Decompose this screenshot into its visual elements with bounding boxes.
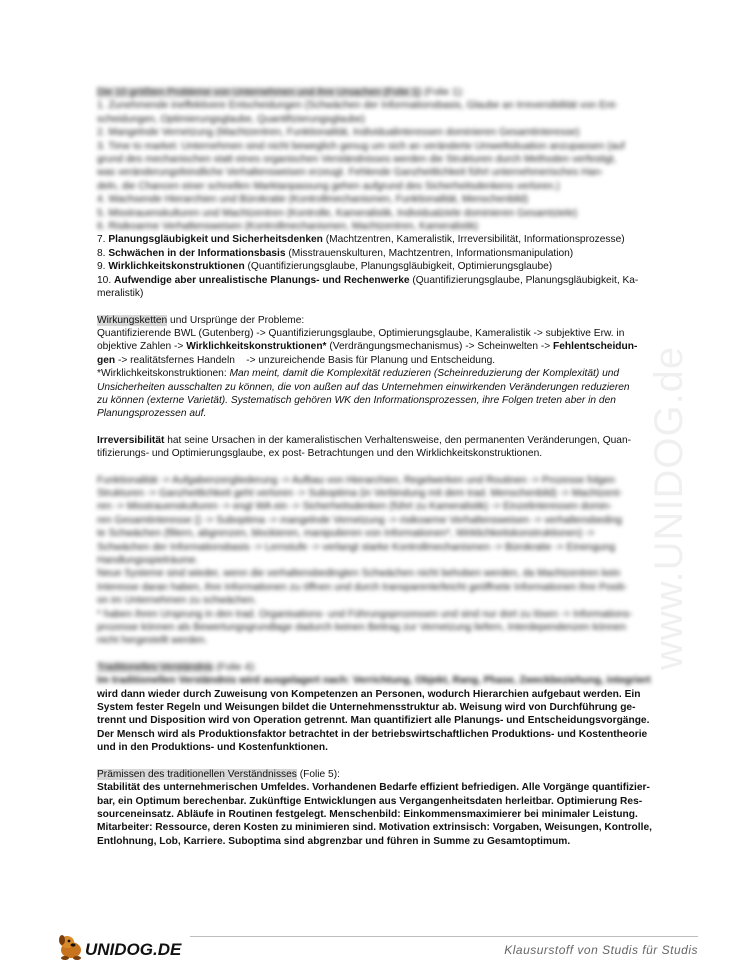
text-line: nicht hergestellt werden. [97, 635, 208, 647]
text-line: zu können (externe Varietät). Systematisch gehören WK den Informationsprozessen, ihre Folgen treten aber in den [97, 394, 616, 406]
text-line: 6. Risikoarme Verhaltensweisen (Kontrollmechanismen, Machtzentren, Kameralistik) [97, 221, 479, 233]
irreversibilitaet-section [97, 434, 657, 461]
list-item-continuation: meralistik) [97, 288, 144, 300]
list-item: 10. Aufwendige aber unrealistische Planungs- und Rechenwerke (Quantifizierungsglaube, Planungsgläubigkeit, Ka- [97, 274, 639, 286]
text-line: wird dann wieder durch Zuweisung von Kompetenzen an Personen, wodurch Hierarchien aufgebaut werden. Ein [97, 688, 641, 700]
section-heading: Die 10 größten Probleme von Unternehmen und ihre Ursachen (Folie 1) (Folie 1): [97, 87, 464, 98]
text-line: 3. Time to market: Unternehmen sind nicht beweglich genug um sich an veränderte Umweltsituation anzupassen (auf [97, 140, 625, 152]
text-line: System fester Regeln und Weisungen bildet die Unternehmensstruktur ab. Weisung wird von Durchführung ge- [97, 702, 636, 714]
text-line: Schwächen der Informationsbasis -> Lernstufe -> verlangt starke Kontrollmechanismen -> Bürokratie -> Einengung [97, 541, 616, 553]
text-line: Funktionalität -> Aufgabenzergliederung -> Aufbau von Hierarchien, Regelwerken und Routinen -> Prozesse folgen [97, 474, 615, 486]
text-line: Strukturen -> Ganzheitlichkeit geht verloren -> Suboptima (in Verbindung mit dem trad. Menschenbild) -> Machtzent- [97, 487, 623, 499]
wirkungsketten-section [97, 314, 657, 421]
text-line: trennt und Disposition wird von Operation getrennt. Man quantifiziert alle Planungs- und Entscheidungsvorgänge. [97, 715, 650, 727]
unidog-logo [55, 928, 185, 962]
text-line: deln, die Chancen einer schnellen Marktanpassung gehen aufgrund des Sicherheitsdenkens verloren.) [97, 180, 560, 192]
text-line: on im Unternehmen zu schwächen. [97, 595, 257, 607]
watermark-text: www.UNIDOG.de [647, 345, 691, 670]
text-line: 5. Misstrauenskulturen und Machtzentren (Kontrolle, Kameralistik, Individualziele dominieren Gesamtziele) [97, 207, 578, 219]
text-line: prozesse können als Bewertungsgrundlage dadurch keinen Beitrag zur Vernetzung liefern, Interdependenzen können [97, 622, 626, 634]
text-line: scheidungen, Optimierungsglaube, Quantifizierungsglaube) [97, 113, 365, 125]
blurred-funktionalitaet-section [97, 474, 657, 648]
footer-divider [190, 936, 698, 937]
text-line: was veränderungsfeindliche Verhaltensweisen erzeugt. Fehlende Ganzheitlichkeit führt unternehmerisches Han- [97, 167, 604, 179]
footer-tagline: Klausurstoff von Studis für Studis [504, 943, 698, 957]
section-heading: Prämissen des traditionellen Verständnisses (Folie 5): [97, 768, 340, 780]
text-line: Planungsprozessen auf. [97, 408, 207, 420]
text-line: tifizierungs- und Optimierungsglaube, ex post- Betrachtungen und den Wirklichkeitskonstruktionen. [97, 448, 543, 460]
text-line: * haben ihren Ursprung in den trad. Organisations- und Führungsprozessen und sind nur dort zu lösen -> Informations- [97, 608, 633, 620]
section-heading: Wirkungsketten und Ursprünge der Probleme: [97, 314, 305, 326]
list-item: 7. Planungsgläubigkeit und Sicherheitsdenken (Machtzentren, Kameralistik, Irreversibilität, Informationsprozesse) [97, 234, 625, 246]
dog-icon [59, 935, 81, 960]
text-line: bar, ein Optimum berechenbar. Zukünftige Entwicklungen aus Vergangenheitsdaten herleitbar. Optimierung Res- [97, 795, 643, 807]
list-item: 8. Schwächen in der Informationsbasis (Misstrauenskulturen, Machtzentren, Informationsmanipulation) [97, 247, 574, 259]
traditionelles-verstaendnis-section [97, 661, 657, 755]
problem-list [97, 233, 657, 300]
blurred-trad-heading [97, 661, 657, 688]
text-line: Irreversibilität hat seine Ursachen in der kameralistischen Verhaltensweise, den permanenten Veränderungen, Quan- [97, 434, 632, 446]
list-item: 9. Wirklichkeitskonstruktionen (Quantifizierungsglaube, Planungsgläubigkeit, Optimierungsglaube) [97, 261, 553, 273]
text-line: 1. Zunehmende ineffektivere Entscheidungen (Schwächen der Informationsbasis, Glaube an Irreversibilität von Ent- [97, 100, 618, 112]
text-line: Neue Systeme sind wieder, wenn die verhaltensbedingten Schwächen nicht behoben werden, da Machtzentren kein [97, 568, 621, 580]
text-line: objektive Zahlen -> Wirklichkeitskonstruktionen* (Verdrängungsmechanismus) -> Scheinwelten -> Fehlentscheidun- [97, 341, 638, 353]
text-line: Im traditionellen Verständnis wird ausgelagert nach: Verrichtung, Objekt, Rang, Phase, Zweckbeziehung, integriert [97, 675, 651, 687]
text-line: Der Mensch wird als Produktionsfaktor betrachtet in der betriebswirtschaftlichen Produktions- und Kostentheorie [97, 728, 648, 740]
section-heading: Traditionelles Verständnis (Folie 4): [97, 661, 257, 673]
text-line: Entlohnung, Lob, Karriere. Suboptima sind abgrenzbar und führen in Summe zu Gesamtoptimum. [97, 835, 571, 847]
text-line: Stabilität des unternehmerischen Umfeldes. Vorhandenen Bedarfe effizient befriedigen. Alle Vorgänge quantifizier- [97, 782, 650, 794]
text-line: 4. Wachsende Hierarchien und Bürokratie (Kontrollmechanismen, Funktionalität, Menschenbild) [97, 194, 529, 206]
text-line: te Schwächen (filtern, abgrenzen, blockieren, manipulieren von Informationen*, Wirklichkeitskonstruktionen) -> [97, 528, 595, 540]
text-line: Quantifizierende BWL (Gutenberg) -> Quantifizierungsglaube, Optimierungsglaube, Kameralistik -> subjektive Erw. in [97, 327, 625, 339]
praemissen-section [97, 768, 657, 848]
text-line: und in den Produktions- und Kostenfunktionen. [97, 742, 328, 754]
blurred-problem-list [97, 86, 657, 233]
logo-text: UNIDOG.DE [85, 940, 182, 959]
text-line: ren Gesamtinteresse () -> Suboptima -> mangelnde Vernetzung -> risikoarme Verhaltensweisen -> verhaltensbeding [97, 514, 622, 526]
text-line: Handlungsspielräume. [97, 555, 199, 566]
watermark [640, 240, 700, 680]
text-line: *Wirklichkeitskonstruktionen: Man meint, damit die Komplexität reduzieren (Scheinreduzierung der Komplexität) und [97, 368, 620, 380]
text-line: 2. Mangelnde Vernetzung (Machtzentren, Funktionalität, Individualinteressen dominieren Gesamtinteresse) [97, 127, 580, 139]
text-line: Mitarbeiter: Ressource, deren Kosten zu minimieren sind. Motivation extrinsisch: Vorgaben, Weisungen, Kontrolle, [97, 822, 652, 834]
text-line: gen -> realitätsfernes Handeln -> unzureichende Basis für Planung und Entscheidung. [97, 354, 496, 366]
text-line: Unsicherheiten ausschalten zu können, die von außen auf das Unternehmen einwirkenden Veränderungen reduzieren [97, 381, 630, 393]
text-line: grund des mechanischen statt eines organischen Verständnisses werden die Strukturen durch Methoden verfestigt, [97, 154, 617, 166]
document-body [97, 86, 657, 848]
text-line: sourceneinsatz. Abläufe in Routinen festgelegt. Menschenbild: Einkommensmaximierer bei minimaler Leistung. [97, 808, 638, 820]
text-line: ren -> Misstrauenskulturen -> engt WA ein -> Sicherheitsdenken (führt zu Kameralistik) -> Einzelinteressen domin- [97, 501, 612, 513]
text-line: Interesse daran haben, ihre Informationen zu öffnen und durch transparente/leicht geöffnete Informationen ihre Positi- [97, 581, 628, 593]
